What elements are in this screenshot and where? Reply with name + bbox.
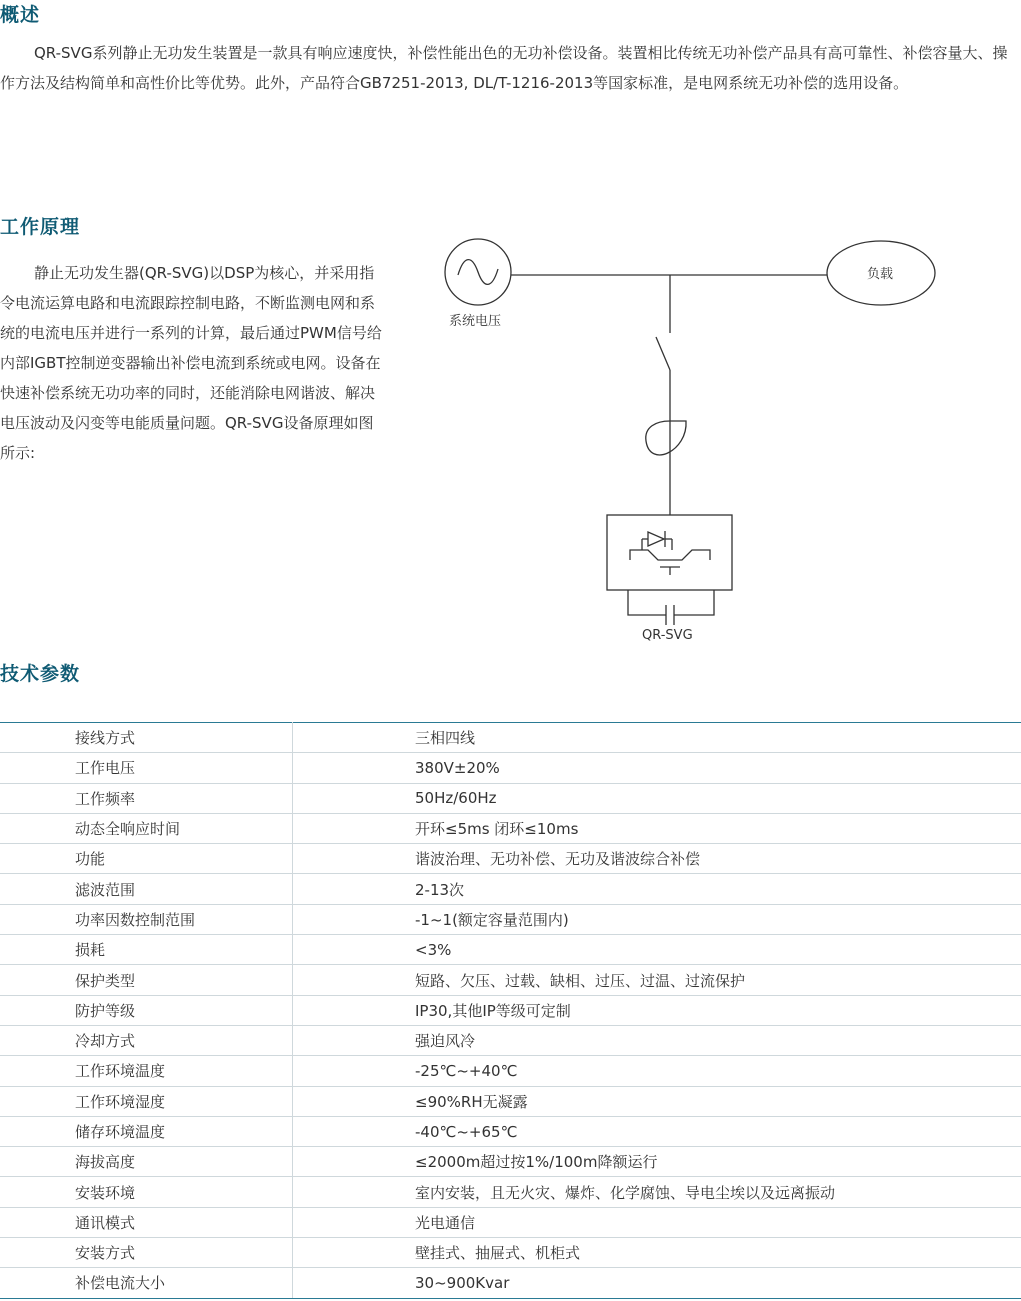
spec-value: 壁挂式、抽屉式、机柜式 (293, 1238, 1021, 1268)
spec-value: ≤2000m超过按1%/100m降额运行 (293, 1147, 1021, 1177)
spec-value: 室内安装，且无火灾、爆炸、化学腐蚀、导电尘埃以及远离振动 (293, 1177, 1021, 1207)
spec-value: 强迫风冷 (293, 1025, 1021, 1055)
spec-key: 动态全响应时间 (0, 813, 293, 843)
table-row (0, 995, 1021, 1025)
ct-icon (646, 421, 686, 455)
spec-value: ≤90%RH无凝露 (293, 1086, 1021, 1116)
spec-key: 功率因数控制范围 (0, 904, 293, 934)
table-row (0, 844, 1021, 874)
spec-key: 安装环境 (0, 1177, 293, 1207)
overview-heading: 概述 (0, 4, 41, 26)
spec-key: 冷却方式 (0, 1025, 293, 1055)
system-voltage-label: 系统电压 (449, 314, 502, 329)
spec-value: 开环≤5ms 闭环≤10ms (293, 813, 1021, 843)
spec-value: 30~900Kvar (293, 1268, 1021, 1298)
spec-value: 谐波治理、无功补偿、无功及谐波综合补偿 (293, 844, 1021, 874)
spec-value: 2-13次 (293, 874, 1021, 904)
spec-key: 损耗 (0, 935, 293, 965)
table-row (0, 723, 1021, 753)
table-row (0, 1025, 1021, 1055)
spec-key: 接线方式 (0, 723, 293, 753)
table-row (0, 1268, 1021, 1298)
table-row (0, 904, 1021, 934)
overview-paragraph: QR-SVG系列静止无功发生装置是一款具有响应速度快，补偿性能出色的无功补偿设备。装置相比传统无功补偿产品具有高可靠性、补偿容量大、操作方法及结构简单和高性价比等优势。此外，产品符合GB7251-2013, DL/T-1216-2013等国家标准，是电网系统无功补偿的选用设备。 (0, 44, 1008, 92)
spec-value: -1~1(额定容量范围内) (293, 904, 1021, 934)
spec-key: 补偿电流大小 (0, 1268, 293, 1298)
table-row (0, 1086, 1021, 1116)
table-row (0, 965, 1021, 995)
spec-key: 安装方式 (0, 1238, 293, 1268)
spec-key: 通讯模式 (0, 1207, 293, 1237)
table-row (0, 935, 1021, 965)
svg-device-icon (607, 515, 732, 590)
table-row (0, 753, 1021, 783)
spec-key: 工作环境温度 (0, 1056, 293, 1086)
spec-value: -25℃~+40℃ (293, 1056, 1021, 1086)
spec-value: 短路、欠压、过载、缺相、过压、过温、过流保护 (293, 965, 1021, 995)
specs-heading: 技术参数 (0, 663, 81, 685)
table-row (0, 813, 1021, 843)
spec-value: 50Hz/60Hz (293, 783, 1021, 813)
spec-key: 保护类型 (0, 965, 293, 995)
load-label: 负载 (867, 267, 894, 282)
spec-value: 380V±20% (293, 753, 1021, 783)
spec-key: 滤波范围 (0, 874, 293, 904)
spec-value: -40℃~+65℃ (293, 1116, 1021, 1146)
switch-icon (656, 337, 670, 370)
spec-key: 功能 (0, 844, 293, 874)
table-row (0, 783, 1021, 813)
table-row (0, 1056, 1021, 1086)
svg-device-label: QR-SVG (642, 628, 693, 643)
table-row (0, 1177, 1021, 1207)
spec-key: 防护等级 (0, 995, 293, 1025)
table-row (0, 1238, 1021, 1268)
table-row (0, 1147, 1021, 1177)
spec-value: 三相四线 (293, 723, 1021, 753)
svg-principle-diagram (420, 225, 960, 655)
principle-paragraph: 静止无功发生器(QR-SVG)以DSP为核心，并采用指令电流运算电路和电流跟踪控制电路，不断监测电网和系统的电流电压并进行一系列的计算，最后通过PWM信号给内部IGBT控制逆变器输出补偿电流到系统或电网。设备在快速补偿系统无功功率的同时，还能消除电网谐波、解决电压波动及闪变等电能质量问题。QR-SVG设备原理如图所示: (0, 264, 382, 462)
spec-key: 工作频率 (0, 783, 293, 813)
spec-value: <3% (293, 935, 1021, 965)
spec-key: 工作环境湿度 (0, 1086, 293, 1116)
specs-table (0, 722, 1021, 1299)
spec-key: 储存环境温度 (0, 1116, 293, 1146)
principle-heading: 工作原理 (0, 216, 81, 238)
table-row (0, 1207, 1021, 1237)
spec-key: 工作电压 (0, 753, 293, 783)
spec-value: 光电通信 (293, 1207, 1021, 1237)
spec-key: 海拔高度 (0, 1147, 293, 1177)
spec-value: IP30,其他IP等级可定制 (293, 995, 1021, 1025)
table-row (0, 874, 1021, 904)
table-row (0, 1116, 1021, 1146)
